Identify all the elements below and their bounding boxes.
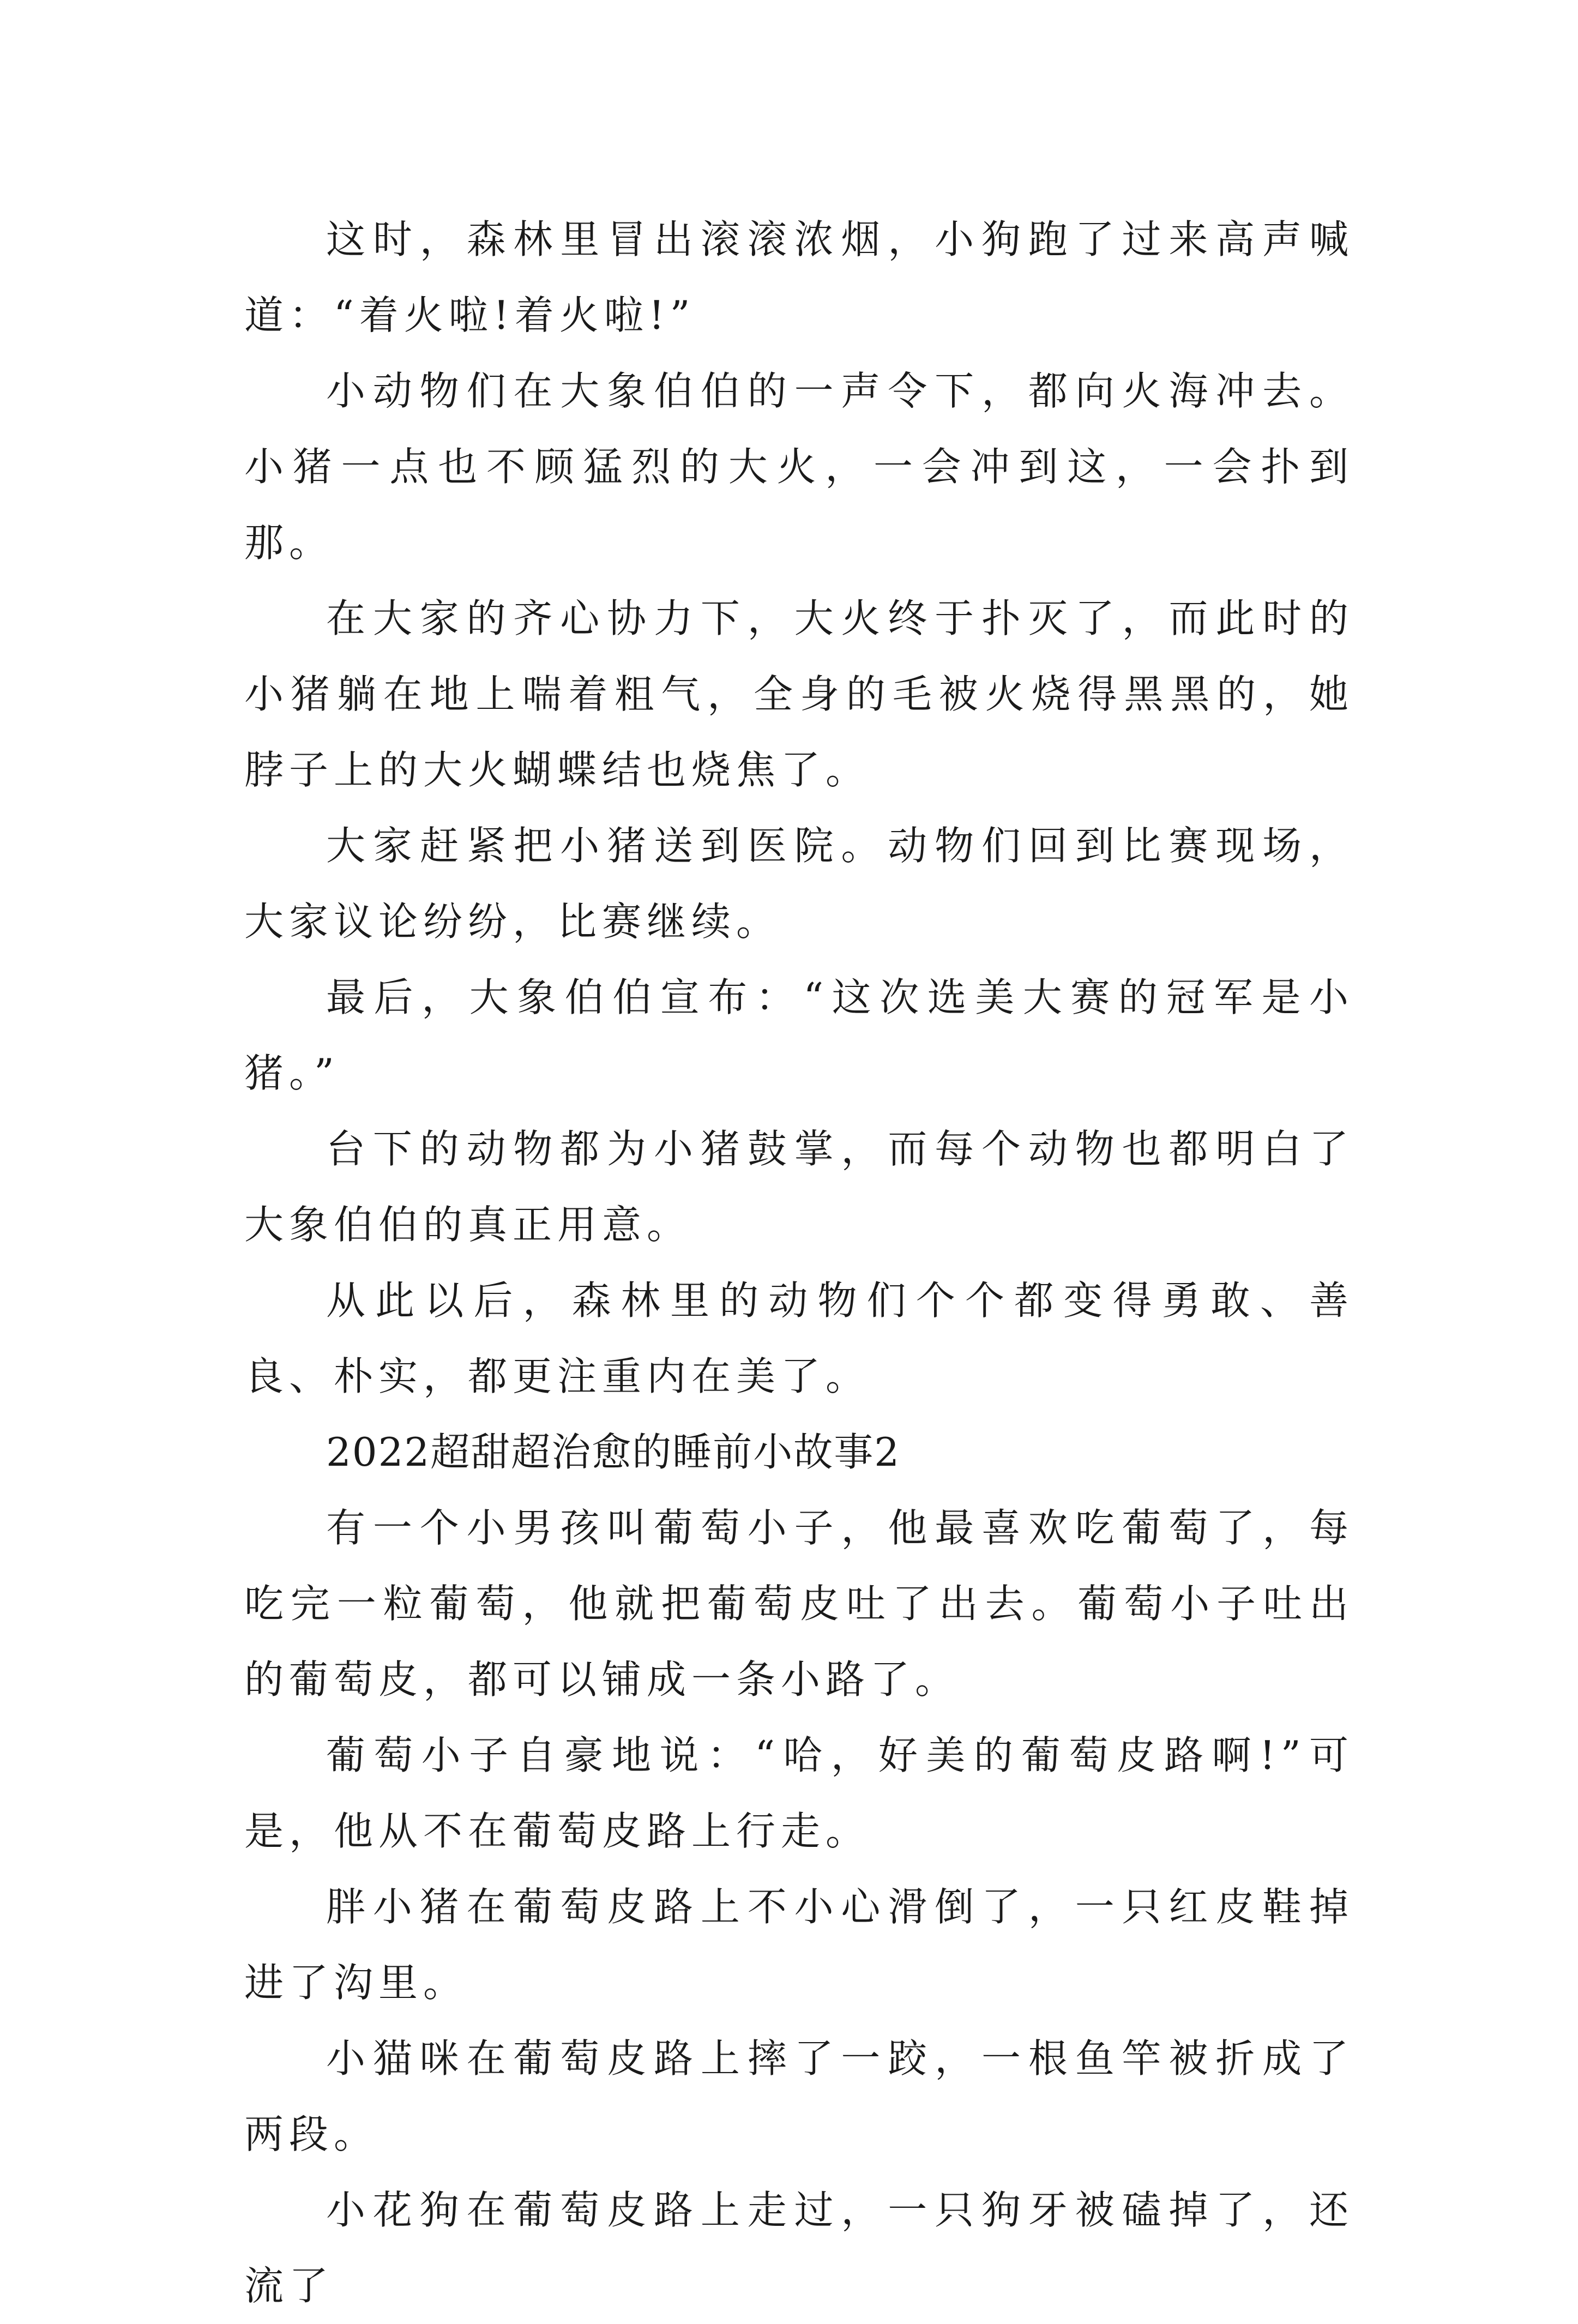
paragraph-cat-fall: 小猫咪在葡萄皮路上摔了一跤，一根鱼竿被折成了两段。 (244, 2036, 1354, 2157)
paragraph-announcement: 最后，大象伯伯宣布：“这次选美大赛的冠军是小猪。” (244, 974, 1354, 1096)
paragraph-firefight: 小动物们在大象伯伯的一声令下，都向火海冲去。小猪一点也不顾猛烈的大火，一会冲到这，一会扑到那。 (244, 368, 1354, 565)
paragraph-grape-boy: 有一个小男孩叫葡萄小子，他最喜欢吃葡萄了，每吃完一粒葡萄，他就把葡萄皮吐了出去。葡萄小子吐出的葡萄皮，都可以铺成一条小路了。 (244, 1505, 1354, 1702)
paragraph-conclusion: 从此以后，森林里的动物们个个都变得勇敢、善良、朴实，都更注重内在美了。 (244, 1278, 1354, 1399)
paragraph-grape-road: 葡萄小子自豪地说：“哈，好美的葡萄皮路啊!”可是，他从不在葡萄皮路上行走。 (244, 1732, 1354, 1854)
paragraph-dog-tooth: 小花狗在葡萄皮路上走过，一只狗牙被磕掉了，还流了 (244, 2187, 1354, 2309)
paragraph-hospital: 大家赶紧把小猪送到医院。动物们回到比赛现场，大家议论纷纷，比赛继续。 (244, 823, 1354, 944)
paragraph-fire-out: 在大家的齐心协力下，大火终于扑灭了，而此时的小猪躺在地上喘着粗气，全身的毛被火烧得黑黑的，她脖子上的大火蝴蝶结也烧焦了。 (244, 595, 1354, 793)
paragraph-smoke: 这时，森林里冒出滚滚浓烟，小狗跑了过来高声喊道：“着火啦!着火啦!” (244, 216, 1354, 338)
document-body (244, 202, 1354, 2324)
paragraph-pig-slip: 胖小猪在葡萄皮路上不小心滑倒了，一只红皮鞋掉进了沟里。 (244, 1884, 1354, 2006)
paragraph-applause: 台下的动物都为小猪鼓掌，而每个动物也都明白了大象伯伯的真正用意。 (244, 1126, 1354, 1248)
story-heading: 2022超甜超治愈的睡前小故事2 (326, 1429, 901, 1475)
